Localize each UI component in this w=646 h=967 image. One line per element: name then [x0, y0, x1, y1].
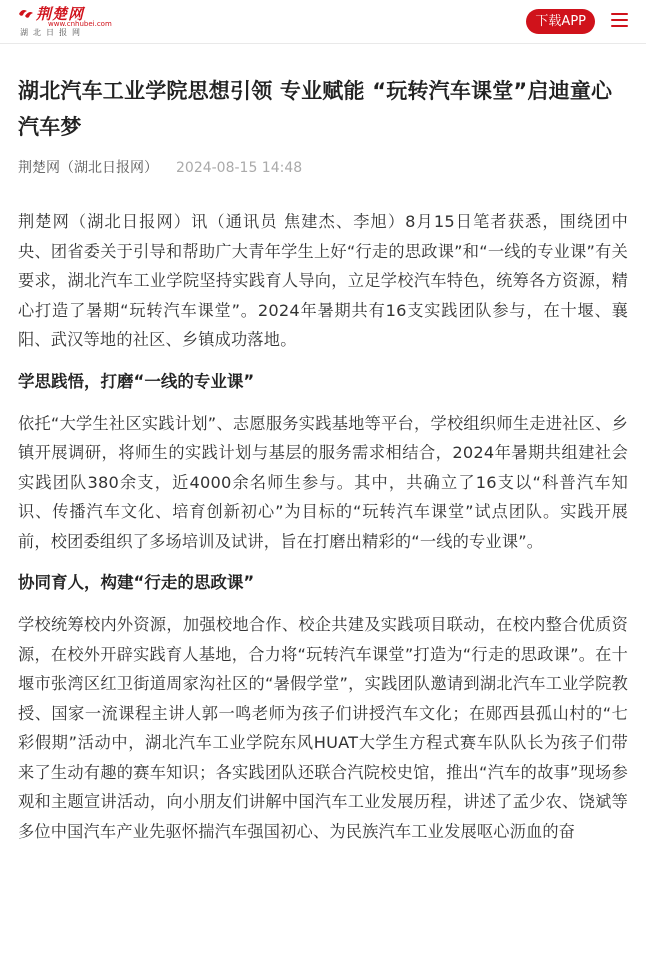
- article: [0, 73, 646, 846]
- logo-mark-icon: [18, 8, 34, 20]
- paragraph-intro: 荆楚网（湖北日报网）讯（通讯员 焦建杰、李旭）8月15日笔者获悉，围绕团中央、团省委关于引导和帮助广大青年学生上好“行走的思政课”和“一线的专业课”有关要求，湖北汽车工业学院坚持实践育人导向，立足学校汽车特色，统筹各方资源，精心打造了暑期“玩转汽车课堂”。2024年暑期共有16支实践团队参与，在十堰、襄阳、武汉等地的社区、乡镇成功落地。: [18, 212, 628, 349]
- paragraph-section-1: 依托“大学生社区实践计划”、志愿服务实践基地等平台，学校组织师生走进社区、乡镇开展调研，将师生的实践计划与基层的服务需求相结合，2024年暑期共组建社会实践团队380余支，近4000余名师生参与。其中，共确立了16支以“科普汽车知识、传播汽车文化、培育创新初心”为目标的“玩转汽车课堂”试点团队。实践开展前，校团委组织了多场培训及试讲，旨在打磨出精彩的“一线的专业课”。: [18, 413, 628, 551]
- logo-domain: www.cnhubei.com: [48, 19, 112, 28]
- paragraph-section-2: 学校统筹校内外资源，加强校地合作、校企共建及实践项目联动，在校内整合优质资源，在校外开辟实践育人基地，合力将“玩转汽车课堂”打造为“行走的思政课”。在十堰市张湾区红卫街道周家沟社区的“暑假学堂”，实践团队邀请到湖北汽车工业学院教授、国家一流课程主讲人郭一鸣老师为孩子们讲授汽车文化；在郧西县孤山村的“七彩假期”活动中，湖北汽车工业学院东风HUAT大学生方程式赛车队队长为孩子们带来了生动有趣的赛车知识；各实践团队还联合汽院校史馆，推出“汽车的故事”现场参观和主题宣讲活动，向小朋友们讲解中国汽车工业发展历程，讲述了孟少农、饶斌等多位中国汽车产业先驱怀揣汽车强国初心、为民族汽车工业发展呕心沥血的奋: [18, 615, 628, 841]
- article-title: 湖北汽车工业学院思想引领 专业赋能 “玩转汽车课堂”启迪童心汽车梦: [18, 79, 613, 139]
- section-heading-2: 协同育人，构建“行走的思政课”: [18, 573, 255, 592]
- site-logo[interactable]: [18, 6, 112, 38]
- hamburger-menu-icon[interactable]: [611, 13, 628, 30]
- logo-name: 荆楚网: [36, 4, 85, 23]
- top-bar: [0, 0, 646, 44]
- article-time: 2024-08-15 14:48: [176, 160, 303, 176]
- logo-subtitle: 湖北日报网: [20, 27, 85, 37]
- article-body: [18, 207, 628, 846]
- section-heading-1: 学思践悟，打磨“一线的专业课”: [18, 371, 255, 391]
- article-source: 荆楚网（湖北日报网）: [18, 160, 158, 176]
- download-app-button[interactable]: 下载APP: [526, 9, 595, 34]
- article-meta: [18, 159, 628, 177]
